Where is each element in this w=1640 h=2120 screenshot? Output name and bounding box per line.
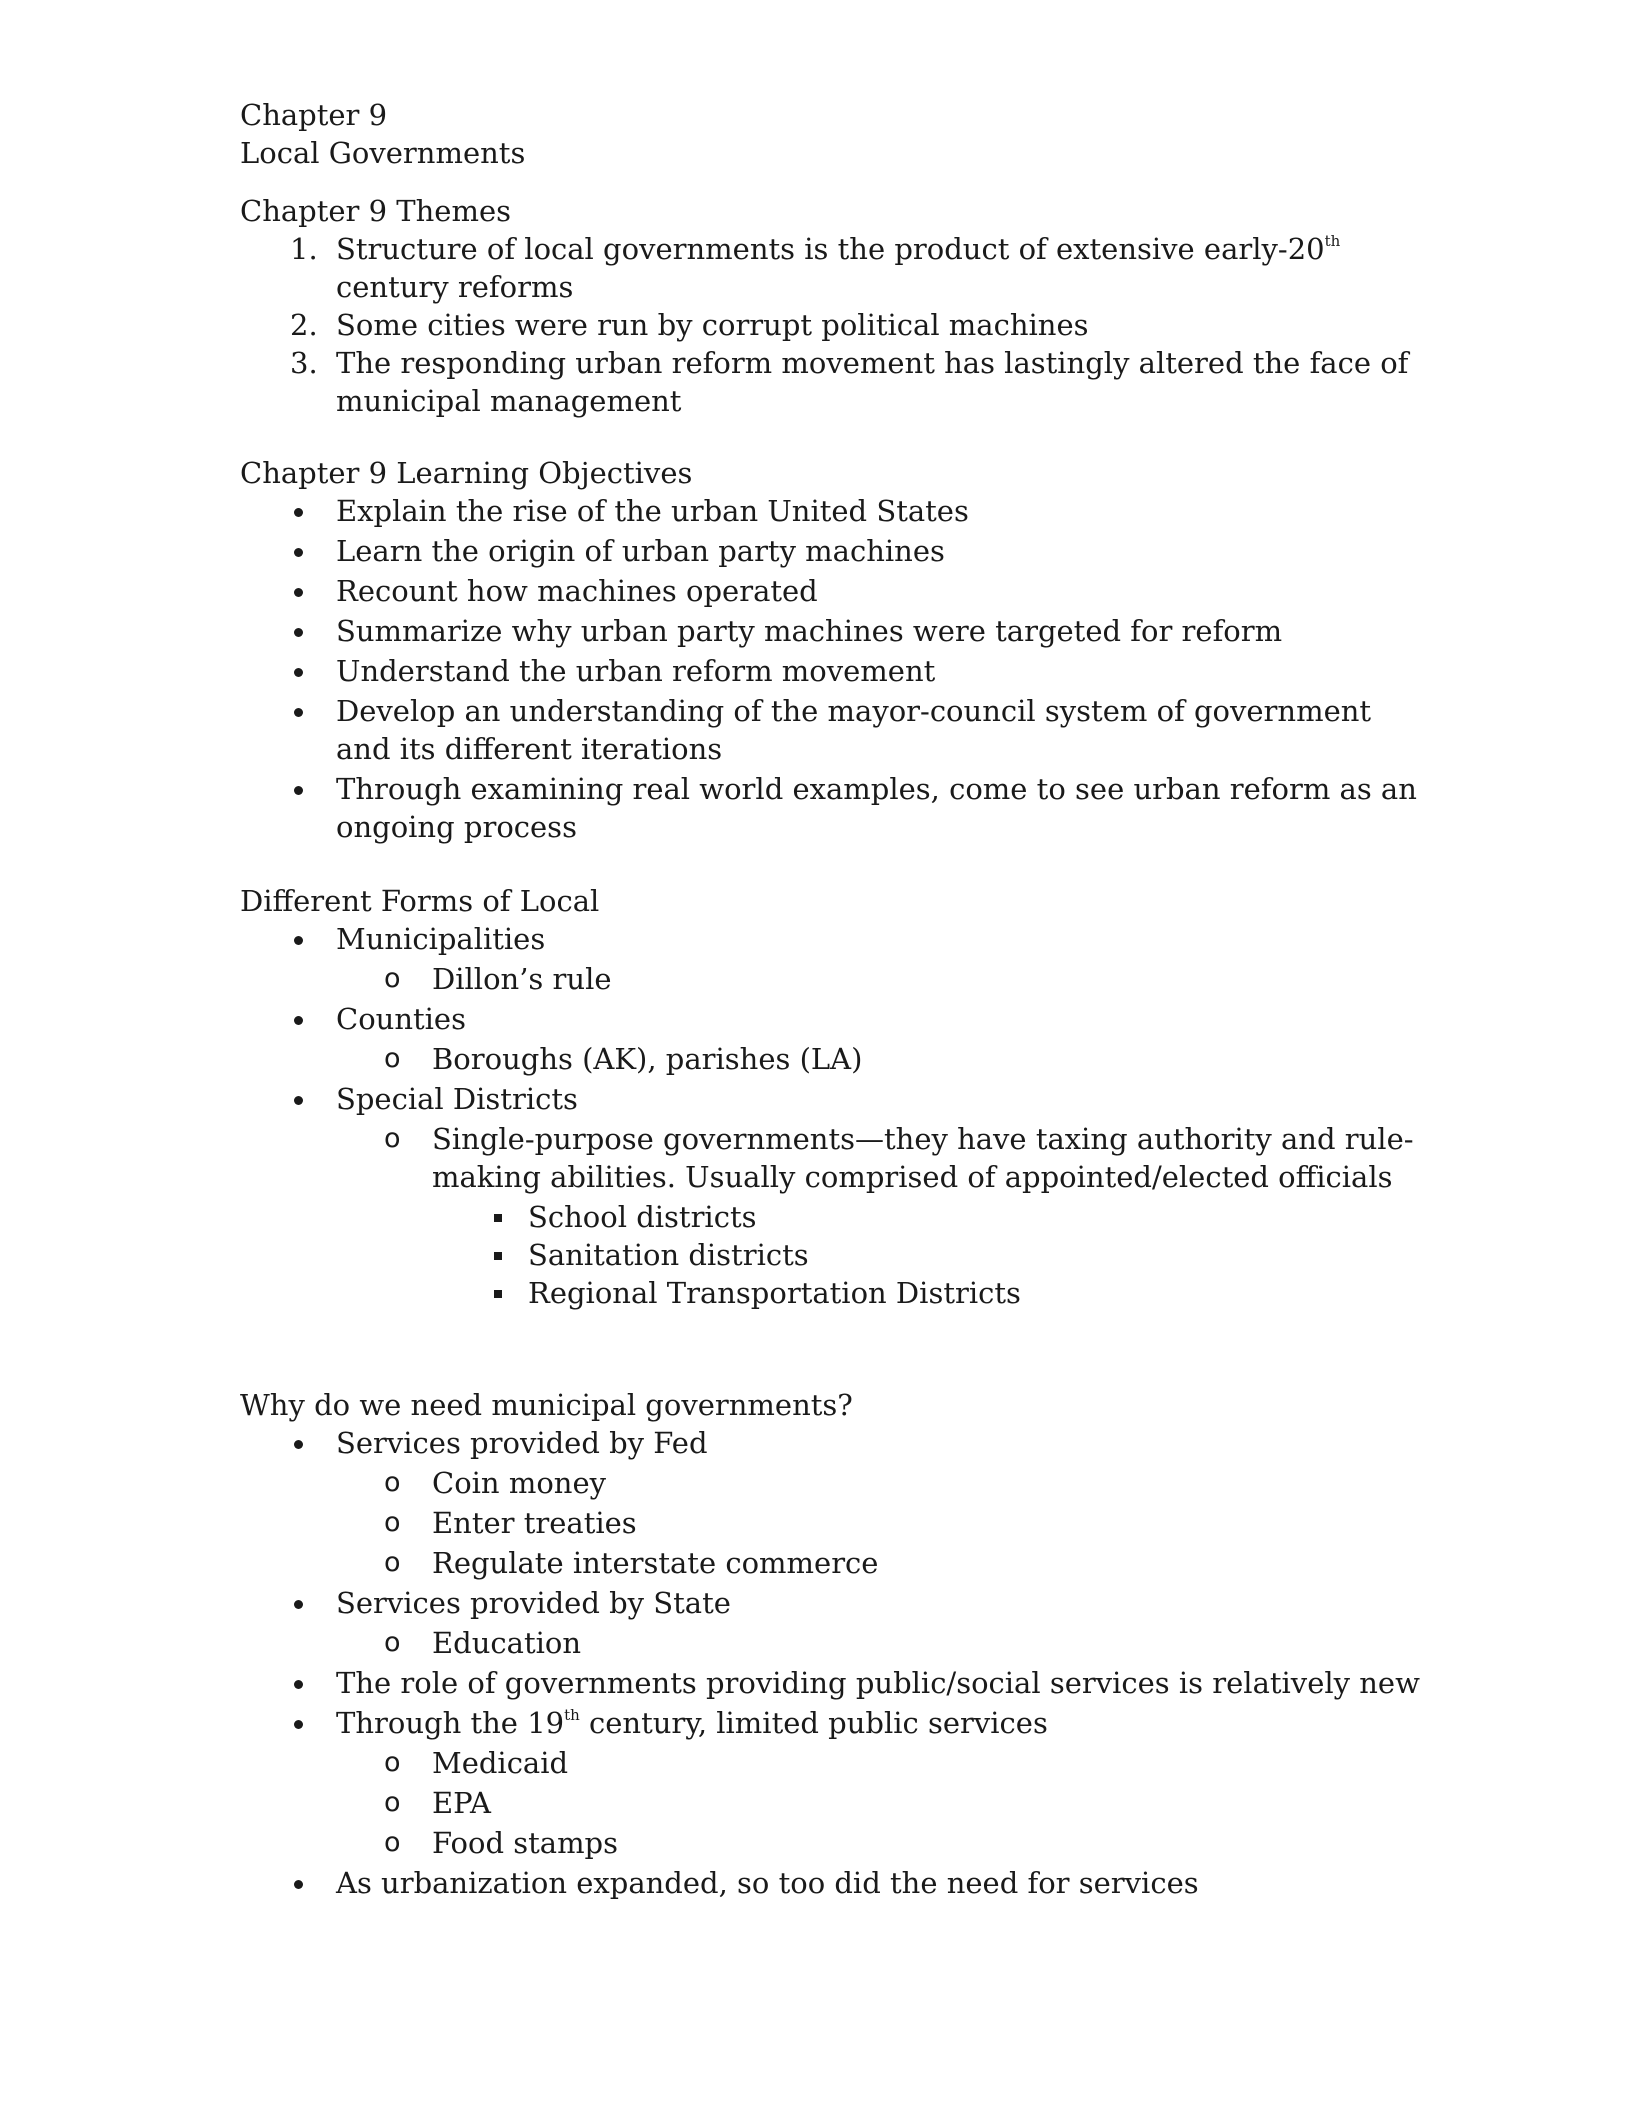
list-item: Municipalities	[240, 920, 1420, 958]
list-item: o Medicaid	[384, 1746, 569, 1780]
list-item: Regional Transportation Districts	[240, 1274, 1420, 1312]
list-item: Special Districts	[240, 1080, 1420, 1118]
chapter-title: Local Governments	[240, 136, 526, 170]
objective-item: Understand the urban reform movement	[240, 652, 1420, 690]
list-item: o Food stamps	[384, 1826, 619, 1860]
bullet-icon	[290, 532, 330, 570]
chapter-label: Chapter 9	[240, 98, 388, 132]
sub-bullet-icon: o	[384, 1547, 401, 1578]
theme-text: Structure of local governments is the product of extensive early-20	[336, 232, 1325, 266]
list-item: o Coin money	[384, 1466, 606, 1500]
theme-item	[240, 230, 1420, 306]
objective-item: Develop an understanding of the mayor-council system of government and its different iterations	[240, 692, 1420, 768]
bullet-icon	[290, 1704, 330, 1742]
document-page	[240, 96, 1420, 1904]
objective-item: Through examining real world examples, come to see urban reform as an ongoing process	[240, 770, 1420, 846]
bullet-icon	[290, 572, 330, 610]
list-item: Through the 19th century, limited public services	[240, 1704, 1420, 1742]
list-item: The role of governments providing public/social services is relatively new	[240, 1664, 1420, 1702]
theme-text: Some cities were run by corrupt political machines	[336, 308, 1089, 342]
list-number: 2.	[290, 308, 318, 342]
theme-text: The responding urban reform movement has lastingly altered the face of municipal management	[336, 346, 1409, 418]
sub-bullet-icon: o	[384, 1827, 401, 1858]
sub-bullet-icon: o	[384, 1043, 401, 1074]
themes-heading: Chapter 9 Themes	[240, 194, 512, 228]
objectives-heading: Chapter 9 Learning Objectives	[240, 456, 693, 490]
list-item: o Dillon’s rule	[384, 962, 612, 996]
sub-bullet-icon: o	[384, 1627, 401, 1658]
objective-item: Learn the origin of urban party machines	[240, 532, 1420, 570]
sub-bullet-icon: o	[384, 1747, 401, 1778]
bullet-icon	[290, 652, 330, 690]
objective-item: Recount how machines operated	[240, 572, 1420, 610]
bullet-icon	[290, 1080, 330, 1118]
bullet-icon	[290, 920, 330, 958]
sub-bullet-icon: o	[384, 1507, 401, 1538]
bullet-icon	[290, 1584, 330, 1622]
bullet-icon	[290, 492, 330, 530]
objective-item: Explain the rise of the urban United States	[240, 492, 1420, 530]
list-item: o Education	[384, 1626, 582, 1660]
forms-heading: Different Forms of Local	[240, 884, 600, 918]
bullet-icon	[290, 1424, 330, 1462]
bullet-icon	[290, 1664, 330, 1702]
objective-item: Summarize why urban party machines were targeted for reform	[240, 612, 1420, 650]
bullet-icon	[290, 612, 330, 650]
superscript: th	[564, 1706, 580, 1725]
theme-item	[240, 344, 1420, 420]
square-bullet-icon	[490, 1274, 520, 1312]
list-item: o Single-purpose governments—they have taxing authority and rule-making abilities. Usually comprised of appointed/elected officials	[384, 1122, 1414, 1194]
list-item: o Boroughs (AK), parishes (LA)	[384, 1042, 863, 1076]
sub-bullet-icon: o	[384, 963, 401, 994]
list-item: Services provided by State	[240, 1584, 1420, 1622]
square-bullet-icon	[490, 1198, 520, 1236]
sub-bullet-icon: o	[384, 1467, 401, 1498]
theme-text-after: century reforms	[336, 270, 574, 304]
why-heading: Why do we need municipal governments?	[240, 1388, 853, 1422]
list-item: Counties	[240, 1000, 1420, 1038]
superscript: th	[1324, 232, 1341, 251]
list-item: Sanitation districts	[240, 1236, 1420, 1274]
sub-bullet-icon: o	[384, 1123, 401, 1154]
square-bullet-icon	[490, 1236, 520, 1274]
sub-bullet-icon: o	[384, 1787, 401, 1818]
list-item: Services provided by Fed	[240, 1424, 1420, 1462]
list-number: 1.	[290, 232, 318, 266]
list-item: o Enter treaties	[384, 1506, 637, 1540]
list-item: As urbanization expanded, so too did the need for services	[240, 1864, 1420, 1902]
list-item: School districts	[240, 1198, 1420, 1236]
bullet-icon	[290, 692, 330, 730]
bullet-icon	[290, 1000, 330, 1038]
bullet-icon	[290, 1864, 330, 1902]
theme-item	[240, 306, 1420, 344]
list-number: 3.	[290, 346, 318, 380]
list-item: o Regulate interstate commerce	[384, 1546, 879, 1580]
list-item: o EPA	[384, 1786, 491, 1820]
bullet-icon	[290, 770, 330, 808]
